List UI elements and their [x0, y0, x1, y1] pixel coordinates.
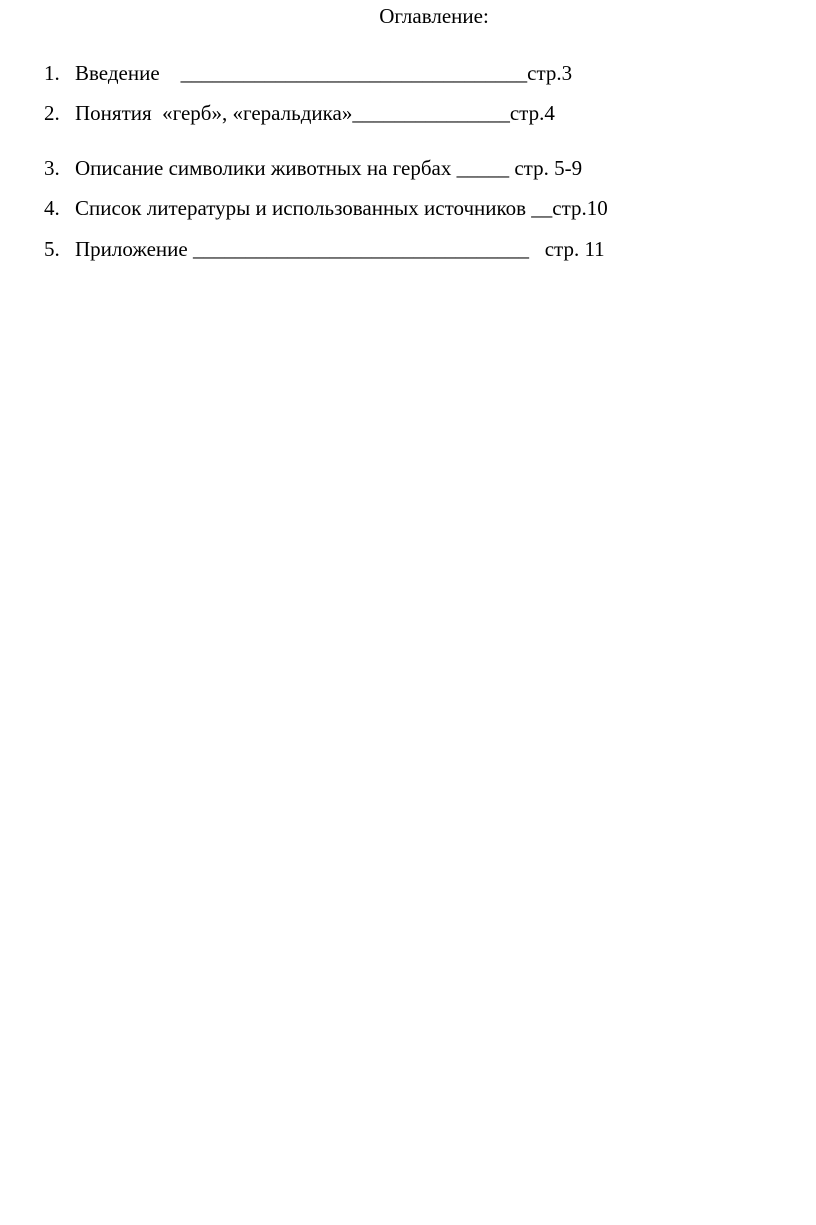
toc-item-text: Список литературы и использованных источников __стр.10 — [75, 196, 608, 220]
toc-item-text: Введение _________________________________стр.3 — [75, 61, 573, 85]
toc-item-introduction — [44, 59, 572, 87]
toc-item-number: 2. — [44, 101, 60, 125]
toc-item-number: 3. — [44, 156, 60, 180]
toc-item-text: Описание символики животных на гербах _____ стр. 5-9 — [75, 156, 583, 180]
toc-item-animal-symbols — [44, 154, 582, 182]
toc-item-number: 4. — [44, 196, 60, 220]
toc-title: Оглавление: — [379, 4, 489, 28]
toc-item-text: Приложение ________________________________ стр. 11 — [75, 237, 605, 261]
toc-item-appendix — [44, 235, 605, 263]
toc-item-number: 5. — [44, 237, 60, 261]
toc-item-text: Понятия «герб», «геральдика»_______________стр.4 — [75, 101, 555, 125]
toc-item-references — [44, 194, 608, 222]
toc-item-number: 1. — [44, 61, 60, 85]
toc-item-concepts — [44, 99, 555, 127]
